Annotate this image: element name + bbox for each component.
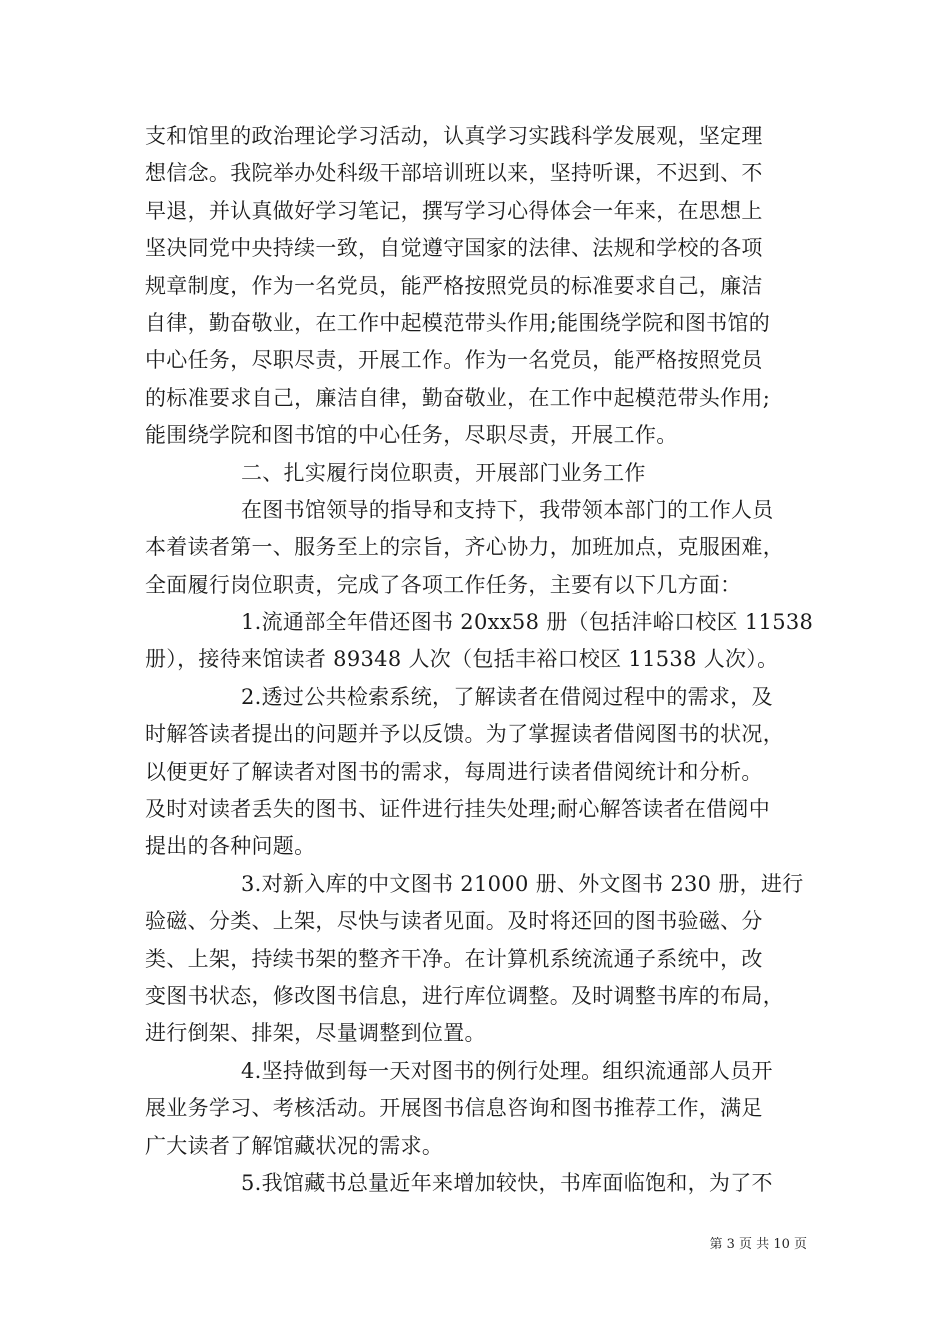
text-line: 类、上架，持续书架的整齐干净。在计算机系统流通子系统中，改: [145, 946, 763, 971]
text-line: 全面履行岗位职责，完成了各项工作任务，主要有以下几方面：: [145, 572, 742, 597]
text-line: 自律，勤奋敬业，在工作中起模范带头作用;能围绕学院和图书馆的: [145, 310, 771, 335]
text-line: 坚决同党中央持续一致，自觉遵守国家的法律、法规和学校的各项: [145, 236, 763, 261]
list-item-4-start: 4.坚持做到每一天对图书的例行处理。组织流通部人员开: [241, 1058, 773, 1083]
text-line: 支和馆里的政治理论学习活动，认真学习实践科学发展观，坚定理: [145, 124, 763, 148]
text-line: 变图书状态，修改图书信息，进行库位调整。及时调整书库的布局，: [145, 983, 784, 1008]
text-line: 早退，并认真做好学习笔记，撰写学习心得体会一年来，在思想上: [145, 198, 763, 223]
text-line: 展业务学习、考核活动。开展图书信息咨询和图书推荐工作，满足: [145, 1096, 763, 1121]
text-line: 想信念。我院举办处科级干部培训班以来，坚持听课，不迟到、不: [145, 161, 763, 186]
text-line: 验磁、分类、上架，尽快与读者见面。及时将还回的图书验磁、分: [145, 909, 763, 934]
text-line: 及时对读者丢失的图书、证件进行挂失处理;耐心解答读者在借阅中: [145, 797, 771, 822]
list-item-3-start: 3.对新入库的中文图书 21000 册、外文图书 230 册，进行: [241, 871, 804, 896]
text-line: 提出的各种问题。: [145, 834, 316, 859]
list-item-5-start: 5.我馆藏书总量近年来增加较快，书库面临饱和，为了不: [241, 1170, 773, 1195]
section-heading: 二、扎实履行岗位职责，开展部门业务工作: [241, 460, 646, 485]
list-item-2-start: 2.透过公共检索系统，了解读者在借阅过程中的需求，及: [241, 684, 773, 709]
text-line: 以便更好了解读者对图书的需求，每周进行读者借阅统计和分析。: [145, 759, 763, 784]
page-number-footer: 第 3 页 共 10 页: [709, 1237, 807, 1252]
text-line: 册），接待来馆读者 89348 人次（包括丰裕口校区 11538 人次）。: [145, 647, 779, 672]
text-line: 进行倒架、排架，尽量调整到位置。: [145, 1021, 486, 1046]
text-line: 本着读者第一、服务至上的宗旨，齐心协力，加班加点，克服困难，: [145, 535, 784, 560]
text-line: 中心任务，尽职尽责，开展工作。作为一名党员，能严格按照党员: [145, 348, 763, 373]
text-line: 广大读者了解馆藏状况的需求。: [145, 1133, 444, 1158]
text-line: 的标准要求自己，廉洁自律，勤奋敬业，在工作中起模范带头作用;: [145, 385, 771, 410]
text-line: 规章制度，作为一名党员，能严格按照党员的标准要求自己，廉洁: [145, 273, 763, 298]
text-line: 时解答读者提出的问题并予以反馈。为了掌握读者借阅图书的状况，: [145, 722, 784, 747]
body-text: [145, 118, 814, 1202]
paragraph-start-line: 在图书馆领导的指导和支持下，我带领本部门的工作人员: [241, 497, 774, 522]
text-line: 能围绕学院和图书馆的中心任务，尽职尽责，开展工作。: [145, 423, 678, 448]
list-item-1-start: 1.流通部全年借还图书 20xx58 册（包括沣峪口校区 11538: [241, 610, 814, 635]
